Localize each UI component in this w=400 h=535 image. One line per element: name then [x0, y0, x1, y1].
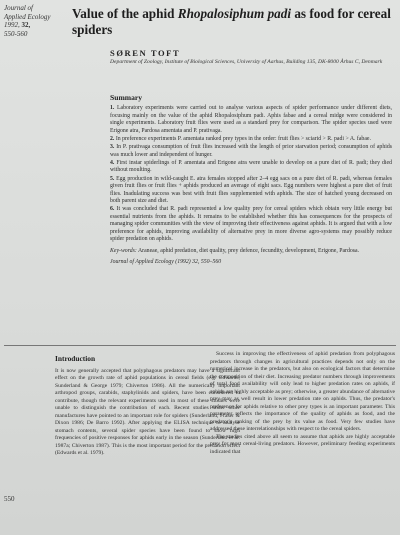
section-divider — [4, 345, 396, 346]
summary-item — [110, 160, 392, 175]
author-affiliation: Department of Zoology, Institute of Biological Sciences, University of Aarhus, Building 135, DK-8000 Århus C, Denmark — [110, 59, 383, 65]
summary-item-text: It was concluded that R. padi represented a low quality prey for cereal spiders which obtain very little energy but essential nutrients from the aphids. It remains to be established whether this has consequences for the prospects of managing spider communities with the view of improving their effectiveness against aphids. It is argued that with a low preference for aphids, improving availability of alternative prey in more diverse agro-systems may possibly reduce spider predation on aphids. — [110, 206, 392, 243]
summary-heading: Summary — [110, 93, 143, 102]
summary-item-text: Egg production in wild-caught E. atra females stopped after 2–4 egg sacs on a pure diet of R. padi, whereas females given fruit flies or fruit flies + aphids produced an average of eight sacs. Egg numbers were highest a pure diet of fruit flies. Inadulating success was best with fruit flies supplemented with aphids. The size of hatched young decreased on both parent size and diet. — [110, 175, 392, 205]
summary-item-number: 2. — [110, 135, 115, 142]
body-column-right — [210, 351, 395, 456]
summary-item-number: 3. — [110, 144, 115, 151]
journal-volume: 32, — [21, 21, 31, 29]
summary-item — [110, 144, 392, 159]
article-title — [72, 6, 392, 38]
body-paragraph: It is now generally accepted that polyphagous predators may have a significant effect on the growth rate of aphid populations in cereal fields (e.g. Edwards, Sunderland & George 1979; Chiverton 1986). All the numerically important arthropod groups, carabids, staphylinids and spiders, have been considered to contribute, though the relevant experiments used in most of these studies were unable to distinguish the contribution of each. Recent studies under other manufactures have pointed to an important role for spiders (Sunderland, Fraser & Dixon 1986; De Barro 1992). After applying the ELISA technique to analyse stomach contents, several spider species have been found to show high frequencies of positive responses for aphids early in the season (Sunderland et al. 1987a; Chiverton 1987). This is the most important period for the predation effect (Edwards et al. 1979). — [55, 367, 240, 456]
journal-pages: 550-560 — [4, 29, 28, 38]
journal-header — [4, 4, 68, 38]
summary-item — [110, 136, 392, 144]
journal-issue — [4, 21, 68, 30]
summary-item-number: 5. — [110, 175, 115, 182]
summary-item — [110, 206, 392, 244]
keywords-label: Key-words: — [110, 247, 137, 254]
title-suffix: as food for cereal spiders — [72, 6, 391, 37]
keywords — [110, 248, 392, 256]
page-number: 550 — [4, 495, 15, 503]
summary-section — [110, 93, 392, 267]
summary-item-number: 4. — [110, 159, 115, 166]
introduction-heading: Introduction — [55, 354, 96, 363]
title-species: Rhopalosiphum padi — [177, 6, 292, 21]
body-paragraph: The studies cited above all seem to assume that aphids are highly acceptable prey for most cereal-living predators. However, preliminary feeding experiments indicated that — [210, 433, 395, 455]
journal-name-line1: Journal of — [4, 4, 33, 12]
journal-year: 1992, — [4, 21, 20, 29]
summary-item-number: 6. — [110, 206, 115, 213]
summary-item-text: In preference experiments P. amentata ranked prey types in the order: fruit flies > sciarid > R. padi > A. fabae. — [115, 135, 371, 142]
body-paragraph: Success in improving the effectiveness of aphid predation from polyphagous predators through changes in agricultural practices depends not only on the numerical increase in the predators, but also on ecological factors that determine the composition of their diet. Increasing predator numbers through improvements of total food availability will only lead to higher predation rates on aphids, if aphids are highly acceptable as prey; otherwise, a greater abundance of alternative prey may as well result in lower predation rate on aphids. Thus, the predator's preference for aphids relative to other prey types is an important parameter. This parameter reflects the importance of the quality of aphids as food, and the predator's ranking of the prey by its value as food. Very few studies have addressed these interrelationships with respect to the cereal spiders. — [210, 351, 395, 432]
citation: Journal of Applied Ecology (1992) 32, 550–560 — [110, 259, 222, 266]
keywords-text: Araneae, aphid predation, diet quality, prey defence, fecundity, development, Erigone, Pardosa. — [137, 247, 360, 254]
summary-item — [110, 105, 392, 135]
summary-item-text: Laboratory experiments were carried out to analyse various aspects of spider performance under different diets, focusing mainly on the value of the aphid Rhopalosiphum padi. Aphis fabae and a cereal midge were considered in single experiments. Laboratory fruit flies were used as a standard prey for comparison. The spider species used were Erigone atra, Pardosa amentata and P. prativaga. — [110, 105, 392, 134]
summary-item-number: 1. — [110, 105, 115, 111]
journal-name-line2: Applied Ecology — [4, 12, 51, 21]
author-name: SØREN TOFT — [110, 48, 181, 58]
summary-item-text: In P. prativaga consumption of fruit flies increased with the length of prior starvation period; consumption of aphids was much lower and independent of hunger. — [110, 144, 392, 158]
summary-item-text: First instar spiderlings of P. amentata and Erigone atra were unable to develop on a pure diet of R. padi; they died without moulting. — [110, 159, 393, 174]
summary-item — [110, 176, 392, 206]
title-prefix: Value of the aphid — [72, 6, 178, 21]
